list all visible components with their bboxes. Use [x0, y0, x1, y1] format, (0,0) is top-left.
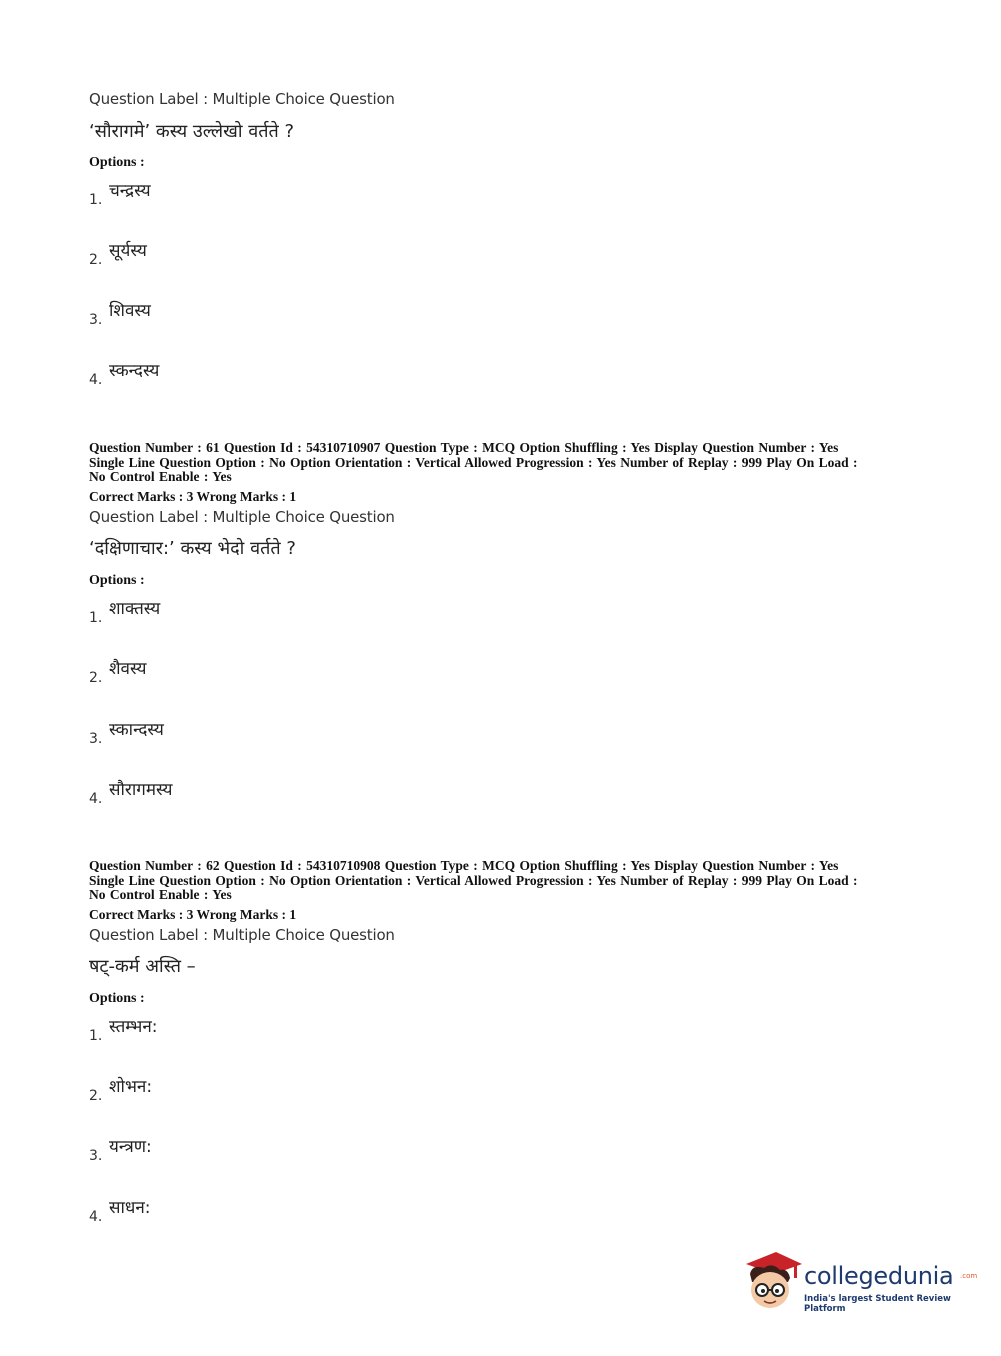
option-number: 3.: [89, 731, 103, 747]
option-number: 1.: [89, 1028, 103, 1044]
option-item: [89, 1134, 389, 1164]
question-text: ‘सौरागमे’ कस्य उल्लेखो वर्तते ?: [89, 121, 295, 142]
option-number: 3.: [89, 1148, 103, 1164]
question-meta: [89, 441, 919, 485]
option-text: शिवस्य: [109, 301, 151, 321]
option-text: यन्त्रण:: [109, 1137, 152, 1157]
option-number: 4.: [89, 791, 103, 807]
option-item: [89, 238, 389, 268]
option-item: [89, 596, 389, 626]
option-item: [89, 298, 389, 328]
meta-line: Question Number : 61 Question Id : 54310710907 Question Type : MCQ Option Shuffling : Yes Display Question Number : Yes: [89, 440, 839, 455]
option-number: 4.: [89, 1209, 103, 1225]
marks-info: Correct Marks : 3 Wrong Marks : 1: [89, 907, 297, 922]
options-heading: Options :: [89, 991, 145, 1006]
question-text: ‘दक्षिणाचार:’ कस्य भेदो वर्तते ?: [89, 538, 296, 559]
option-item: [89, 1014, 389, 1044]
logo-com-text: .com: [960, 1272, 978, 1280]
option-text: स्तम्भन:: [109, 1017, 158, 1037]
options-heading: Options :: [89, 155, 145, 170]
meta-line: Question Number : 62 Question Id : 54310710908 Question Type : MCQ Option Shuffling : Yes Display Question Number : Yes: [89, 858, 839, 873]
option-number: 2.: [89, 1088, 103, 1104]
option-text: शोभन:: [109, 1077, 153, 1097]
question-label: Question Label : Multiple Choice Question: [89, 90, 395, 108]
question-text: षट्-कर्म अस्ति –: [89, 956, 196, 977]
meta-line: No Control Enable : Yes: [89, 469, 232, 484]
option-item: [89, 1195, 389, 1225]
option-number: 2.: [89, 252, 103, 268]
options-heading: Options :: [89, 573, 145, 588]
marks-info: Correct Marks : 3 Wrong Marks : 1: [89, 489, 297, 504]
mascot-icon: [742, 1250, 804, 1314]
question-label: Question Label : Multiple Choice Question: [89, 926, 395, 944]
option-text: स्कन्दस्य: [109, 361, 160, 381]
option-text: स्कान्दस्य: [109, 720, 164, 740]
option-item: [89, 656, 389, 686]
question-meta: [89, 859, 919, 903]
option-item: [89, 777, 389, 807]
option-text: साधन:: [109, 1198, 151, 1218]
option-text: सूर्यस्य: [109, 241, 147, 261]
meta-line: Single Line Question Option : No Option Orientation : Vertical Allowed Progression : Yes Number of Replay : 999 Play On Load :: [89, 454, 858, 470]
option-text: चन्द्रस्य: [109, 181, 151, 201]
meta-line: No Control Enable : Yes: [89, 887, 232, 902]
collegedunia-logo[interactable]: [742, 1250, 978, 1320]
option-text: सौरागमस्य: [109, 780, 173, 800]
option-number: 4.: [89, 372, 103, 388]
option-text: शैवस्य: [109, 659, 147, 679]
option-number: 3.: [89, 312, 103, 328]
option-text: शाक्तस्य: [109, 599, 161, 619]
logo-tagline: India's largest Student Review Platform: [804, 1294, 951, 1314]
question-label: Question Label : Multiple Choice Question: [89, 508, 395, 526]
option-item: [89, 717, 389, 747]
logo-brand-text: collegedunia: [804, 1262, 954, 1290]
option-item: [89, 358, 389, 388]
option-number: 2.: [89, 670, 103, 686]
option-number: 1.: [89, 192, 103, 208]
option-number: 1.: [89, 610, 103, 626]
option-item: [89, 178, 389, 208]
meta-line: Single Line Question Option : No Option Orientation : Vertical Allowed Progression : Yes Number of Replay : 999 Play On Load :: [89, 872, 858, 888]
option-item: [89, 1074, 389, 1104]
